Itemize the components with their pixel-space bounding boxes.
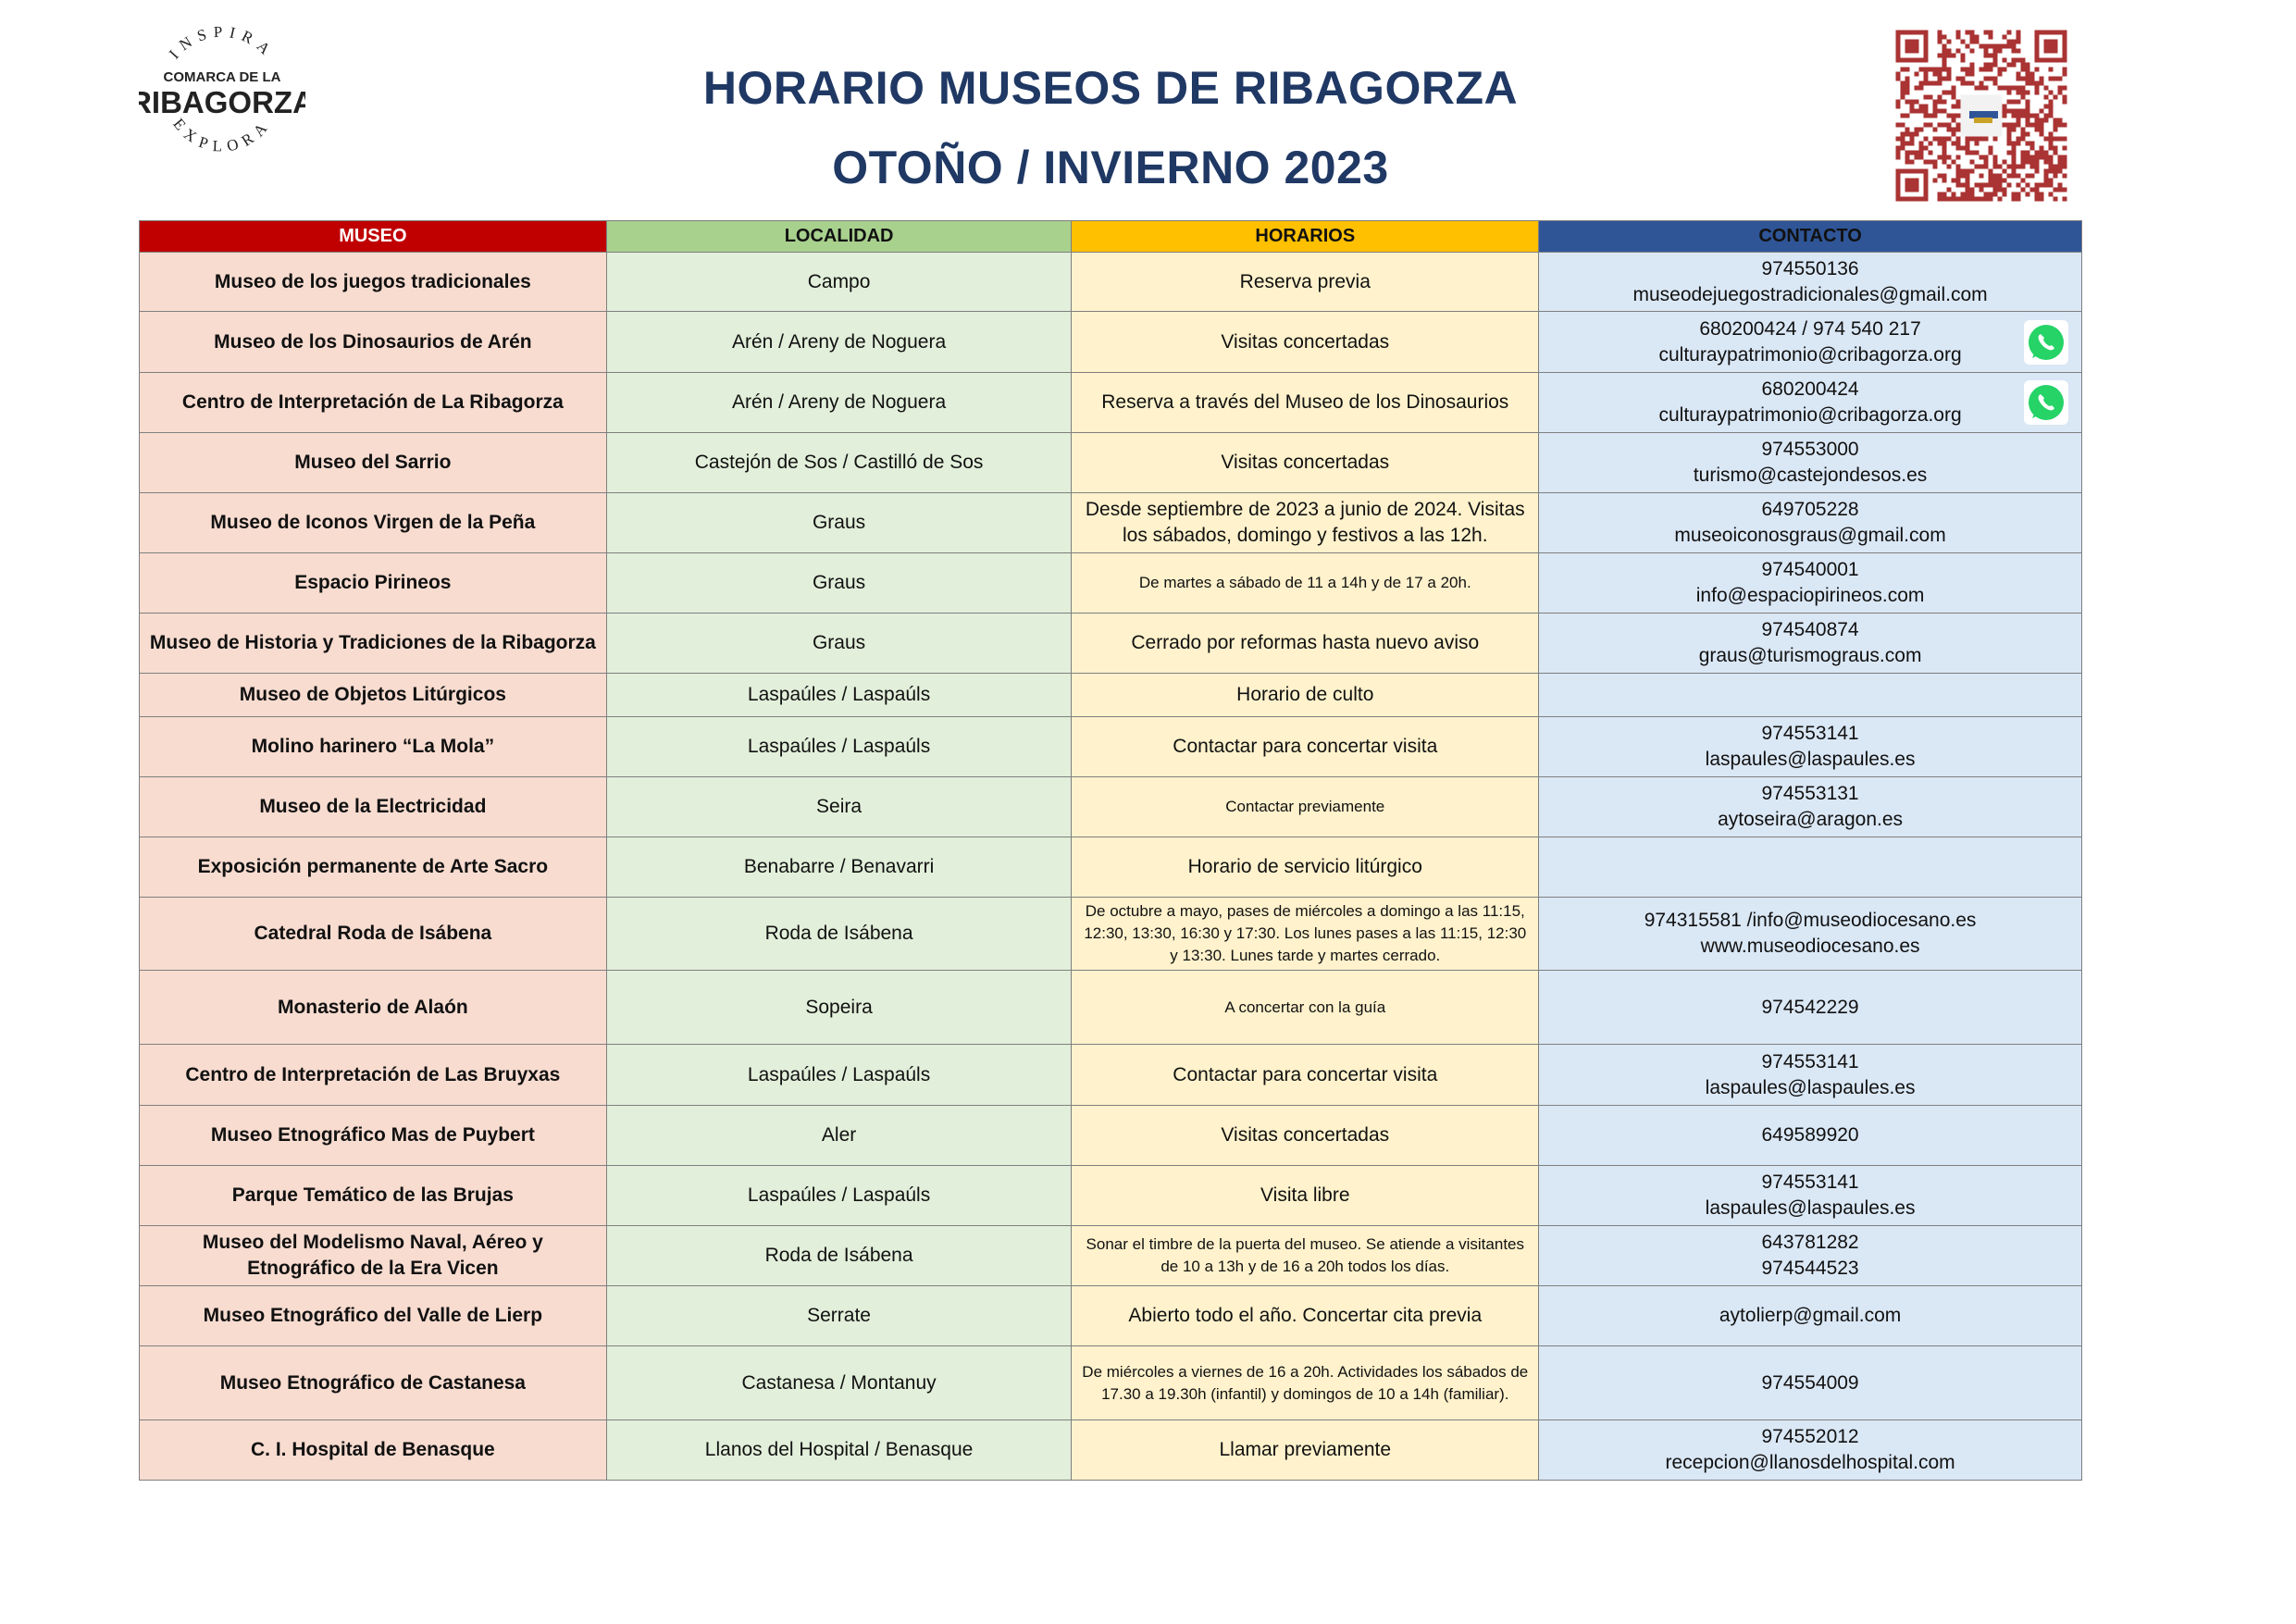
- contact-line[interactable]: 974540001: [1761, 559, 1859, 580]
- museo-cell: Museo de los Dinosaurios de Arén: [140, 312, 607, 373]
- table-row: [140, 312, 2082, 373]
- museo-cell: Molino harinero “La Mola”: [140, 717, 607, 777]
- contacto-cell: [1539, 717, 2082, 777]
- contact-line[interactable]: 974554009: [1761, 1371, 1859, 1394]
- table-row: [140, 553, 2082, 614]
- contact-line[interactable]: recepcion@llanosdelhospital.com: [1665, 1452, 1955, 1473]
- contacto-cell: [1539, 1106, 2082, 1166]
- horarios-cell: Cerrado por reformas hasta nuevo aviso: [1072, 614, 1539, 674]
- contact-line[interactable]: 974552012: [1761, 1426, 1859, 1447]
- contact-line[interactable]: museodejuegostradicionales@gmail.com: [1632, 283, 1988, 305]
- logo-main-text: RIBAGORZA: [139, 85, 305, 119]
- localidad-cell: Benabarre / Benavarri: [606, 837, 1072, 898]
- horarios-cell: Reserva previa: [1072, 253, 1539, 312]
- table-row: [140, 1286, 2082, 1346]
- localidad-cell: Seira: [606, 777, 1072, 837]
- table-row: [140, 1346, 2082, 1420]
- contact-line[interactable]: 974553141: [1761, 1050, 1859, 1072]
- horarios-cell: De martes a sábado de 11 a 14h y de 17 a 20h.: [1072, 553, 1539, 614]
- table-row: [140, 1106, 2082, 1166]
- contact-line[interactable]: laspaules@laspaules.es: [1705, 1197, 1916, 1219]
- horarios-cell: Contactar para concertar visita: [1072, 1045, 1539, 1106]
- museo-cell: Museo de Objetos Litúrgicos: [140, 674, 607, 717]
- localidad-cell: Arén / Areny de Noguera: [606, 373, 1072, 433]
- contacto-cell: [1539, 553, 2082, 614]
- contacto-cell: [1539, 614, 2082, 674]
- contact-line[interactable]: laspaules@laspaules.es: [1705, 749, 1916, 770]
- contacto-cell: [1539, 971, 2082, 1045]
- contact-line[interactable]: 649589920: [1761, 1124, 1859, 1146]
- header-localidad: LOCALIDAD: [606, 221, 1072, 253]
- museo-cell: Parque Temático de las Brujas: [140, 1166, 607, 1226]
- contact-line[interactable]: 974540874: [1761, 619, 1859, 640]
- museo-cell: Museo del Sarrio: [140, 433, 607, 493]
- horarios-cell: Reserva a través del Museo de los Dinosaurios: [1072, 373, 1539, 433]
- horarios-cell: Visita libre: [1072, 1166, 1539, 1226]
- table-row: [140, 1166, 2082, 1226]
- contact-line[interactable]: 974553000: [1761, 439, 1859, 460]
- museum-schedule-table: [139, 220, 2082, 1481]
- horarios-cell: A concertar con la guía: [1072, 971, 1539, 1045]
- contacto-cell: [1539, 253, 2082, 312]
- table-header-row: [140, 221, 2082, 253]
- table-row: [140, 433, 2082, 493]
- contact-line[interactable]: 680200424 / 974 540 217: [1699, 317, 1921, 340]
- localidad-cell: Castanesa / Montanuy: [606, 1346, 1072, 1420]
- table-row: [140, 493, 2082, 553]
- horarios-cell: Abierto todo el año. Concertar cita previa: [1072, 1286, 1539, 1346]
- header-horarios: HORARIOS: [1072, 221, 1539, 253]
- horarios-cell: Desde septiembre de 2023 a junio de 2024. Visitas los sábados, domingo y festivos a las 12h.: [1072, 493, 1539, 553]
- contact-line[interactable]: turismo@castejondesos.es: [1693, 465, 1928, 486]
- contacto-cell: [1539, 674, 2082, 717]
- museo-cell: C. I. Hospital de Benasque: [140, 1420, 607, 1481]
- contact-line[interactable]: aytoseira@aragon.es: [1718, 809, 1904, 830]
- museo-cell: Museo Etnográfico Mas de Puybert: [140, 1106, 607, 1166]
- contacto-cell: [1539, 837, 2082, 898]
- horarios-cell: Contactar previamente: [1072, 777, 1539, 837]
- table-row: [140, 674, 2082, 717]
- contacto-cell: [1539, 1166, 2082, 1226]
- contact-line[interactable]: 974553141: [1761, 1172, 1859, 1193]
- contacto-cell: [1539, 898, 2082, 971]
- localidad-cell: Graus: [606, 493, 1072, 553]
- museo-cell: Museo de los juegos tradicionales: [140, 253, 607, 312]
- localidad-cell: Campo: [606, 253, 1072, 312]
- table-row: [140, 614, 2082, 674]
- museo-cell: Museo Etnográfico de Castanesa: [140, 1346, 607, 1420]
- whatsapp-icon[interactable]: [2024, 320, 2068, 365]
- localidad-cell: Laspaúles / Laspaúls: [606, 674, 1072, 717]
- contacto-cell: [1539, 1286, 2082, 1346]
- table-row: [140, 373, 2082, 433]
- contacto-cell: [1539, 1226, 2082, 1286]
- table-row: [140, 777, 2082, 837]
- contact-line[interactable]: aytolierp@gmail.com: [1719, 1305, 1902, 1326]
- localidad-cell: Llanos del Hospital / Benasque: [606, 1420, 1072, 1481]
- contacto-cell: [1539, 777, 2082, 837]
- contact-line[interactable]: graus@turismograus.com: [1698, 645, 1922, 666]
- svg-text:INSPIRA: [166, 23, 279, 63]
- table-row: [140, 898, 2082, 971]
- logo-bottom-text: EXPLORA: [169, 115, 275, 155]
- contact-line[interactable]: 974542229: [1761, 996, 1859, 1018]
- localidad-cell: Roda de Isábena: [606, 898, 1072, 971]
- museo-cell: Exposición permanente de Arte Sacro: [140, 837, 607, 898]
- museo-cell: Centro de Interpretación de Las Bruyxas: [140, 1045, 607, 1106]
- localidad-cell: Arén / Areny de Noguera: [606, 312, 1072, 373]
- horarios-cell: Horario de servicio litúrgico: [1072, 837, 1539, 898]
- horarios-cell: Llamar previamente: [1072, 1420, 1539, 1481]
- museo-cell: Monasterio de Alaón: [140, 971, 607, 1045]
- localidad-cell: Graus: [606, 614, 1072, 674]
- localidad-cell: Laspaúles / Laspaúls: [606, 1045, 1072, 1106]
- horarios-cell: De miércoles a viernes de 16 a 20h. Actividades los sábados de 17.30 a 19.30h (infantil) y domingos de 10 a 14h (familiar).: [1072, 1346, 1539, 1420]
- page-title: HORARIO MUSEOS DE RIBAGORZA: [702, 62, 1519, 114]
- contact-line[interactable]: culturaypatrimonio@cribagorza.org: [1658, 343, 1962, 366]
- contact-line[interactable]: culturaypatrimonio@cribagorza.org: [1658, 404, 1962, 426]
- table-row: [140, 837, 2082, 898]
- museo-cell: Museo Etnográfico del Valle de Lierp: [140, 1286, 607, 1346]
- museo-cell: Catedral Roda de Isábena: [140, 898, 607, 971]
- contact-line[interactable]: 974553141: [1761, 723, 1859, 744]
- table-row: [140, 1226, 2082, 1286]
- localidad-cell: Laspaúles / Laspaúls: [606, 717, 1072, 777]
- museo-cell: Centro de Interpretación de La Ribagorza: [140, 373, 607, 433]
- contact-line[interactable]: museoiconosgraus@gmail.com: [1674, 525, 1946, 546]
- horarios-cell: De octubre a mayo, pases de miércoles a domingo a las 11:15, 12:30, 13:30, 16:30 y 17:30. Los lunes pases a las 11:15, 12:30 y 13:30. Lunes tarde y martes cerrado.: [1072, 898, 1539, 971]
- table-row: [140, 1045, 2082, 1106]
- contact-line[interactable]: 643781282: [1761, 1232, 1859, 1253]
- localidad-cell: Castejón de Sos / Castilló de Sos: [606, 433, 1072, 493]
- contacto-cell: [1539, 1045, 2082, 1106]
- table-row: [140, 253, 2082, 312]
- page-subtitle: OTOÑO / INVIERNO 2023: [832, 142, 1389, 193]
- localidad-cell: Sopeira: [606, 971, 1072, 1045]
- contacto-cell: [1539, 1420, 2082, 1481]
- table-row: [140, 1420, 2082, 1481]
- logo-top-text: INSPIRA: [165, 22, 279, 63]
- contacto-cell: [1539, 373, 2082, 433]
- localidad-cell: Graus: [606, 553, 1072, 614]
- contacto-cell: [1539, 312, 2082, 373]
- localidad-cell: Roda de Isábena: [606, 1226, 1072, 1286]
- horarios-cell: Visitas concertadas: [1072, 1106, 1539, 1166]
- contacto-cell: [1539, 433, 2082, 493]
- contact-line[interactable]: 974544523: [1761, 1258, 1859, 1279]
- contact-line[interactable]: 974553131: [1761, 783, 1859, 804]
- contact-line[interactable]: 974550136: [1761, 257, 1859, 279]
- table-row: [140, 717, 2082, 777]
- contacto-cell: [1539, 1346, 2082, 1420]
- horarios-cell: Horario de culto: [1072, 674, 1539, 717]
- museo-cell: Espacio Pirineos: [140, 553, 607, 614]
- localidad-cell: Laspaúles / Laspaúls: [606, 1166, 1072, 1226]
- qr-code-icon: [1895, 30, 2067, 202]
- localidad-cell: Serrate: [606, 1286, 1072, 1346]
- logo-middle-text: COMARCA DE LA: [163, 69, 281, 85]
- localidad-cell: Aler: [606, 1106, 1072, 1166]
- museo-cell: Museo de la Electricidad: [140, 777, 607, 837]
- contact-line[interactable]: www.museodiocesano.es: [1700, 936, 1920, 957]
- contact-line[interactable]: info@espaciopirineos.com: [1695, 585, 1925, 606]
- museo-cell: Museo de Iconos Virgen de la Peña: [140, 493, 607, 553]
- contacto-cell: [1539, 493, 2082, 553]
- horarios-cell: Contactar para concertar visita: [1072, 717, 1539, 777]
- museo-cell: Museo del Modelismo Naval, Aéreo y Etnográfico de la Era Vicen: [140, 1226, 607, 1286]
- header-museo: MUSEO: [140, 221, 607, 253]
- table-row: [140, 971, 2082, 1045]
- contact-line[interactable]: 649705228: [1761, 499, 1859, 520]
- horarios-cell: Sonar el timbre de la puerta del museo. Se atiende a visitantes de 10 a 13h y de 16 a 20h todos los días.: [1072, 1226, 1539, 1286]
- header-contacto: CONTACTO: [1539, 221, 2082, 253]
- whatsapp-icon[interactable]: [2024, 380, 2068, 425]
- contact-line[interactable]: 680200424: [1761, 378, 1859, 400]
- horarios-cell: Visitas concertadas: [1072, 312, 1539, 373]
- museo-cell: Museo de Historia y Tradiciones de la Ribagorza: [140, 614, 607, 674]
- horarios-cell: Visitas concertadas: [1072, 433, 1539, 493]
- contact-line[interactable]: 974315581 /info@museodiocesano.es: [1644, 910, 1977, 931]
- contact-line[interactable]: laspaules@laspaules.es: [1705, 1076, 1916, 1098]
